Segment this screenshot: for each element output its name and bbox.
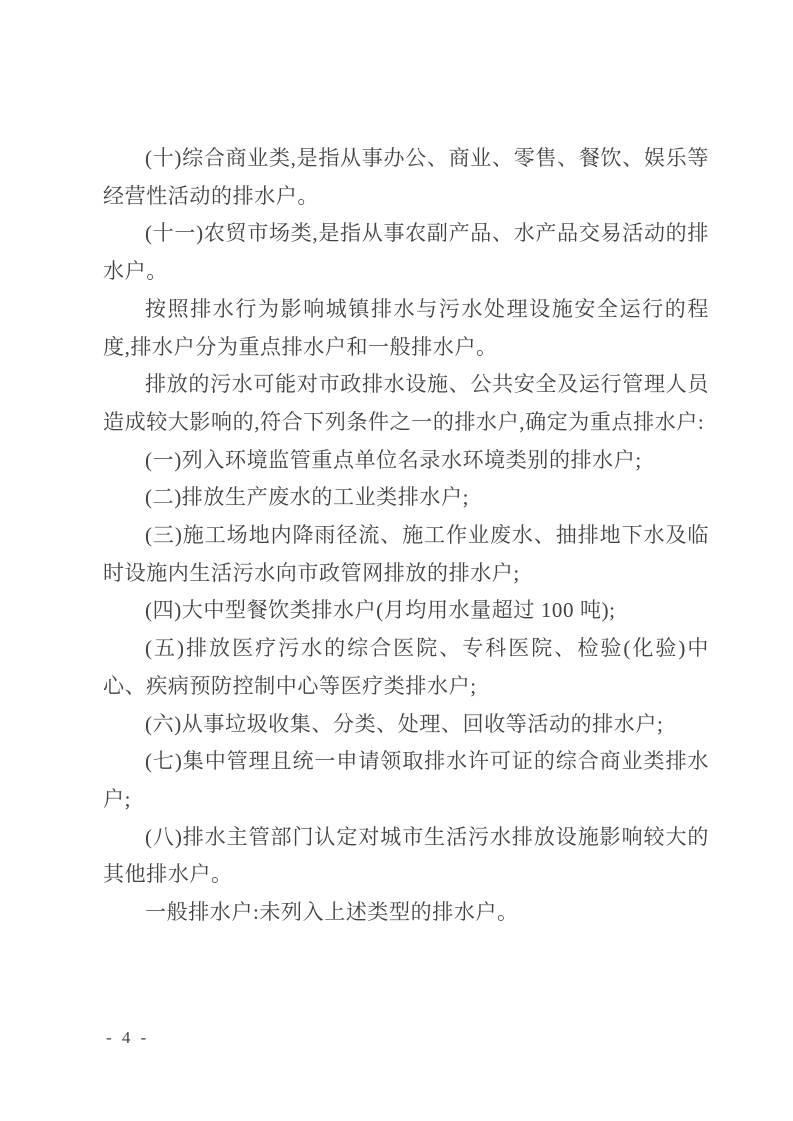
page-number: - 4 -	[106, 1028, 150, 1047]
paragraph: (一)列入环境监管重点单位名录水环境类别的排水户;	[145, 447, 642, 472]
paragraph: (七)集中管理且统一申请领取排水许可证的综合商业类排水户;	[103, 749, 709, 811]
document-body	[103, 140, 709, 932]
paragraph: 排放的污水可能对市政排水设施、公共安全及运行管理人员造成较大影响的,符合下列条件之一的排水户,确定为重点排水户:	[103, 372, 709, 434]
paragraph: (六)从事垃圾收集、分类、处理、回收等活动的排水户;	[145, 711, 664, 736]
paragraph: 一般排水户:未列入上述类型的排水户。	[145, 900, 519, 925]
paragraph: (五)排放医疗污水的综合医院、专科医院、检验(化验)中心、疾病预防控制中心等医疗类排水户;	[103, 636, 709, 698]
paragraph: (十一)农贸市场类,是指从事农副产品、水产品交易活动的排水户。	[103, 221, 709, 284]
paragraph: (十)综合商业类,是指从事办公、商业、零售、餐饮、娱乐等经营性活动的排水户。	[103, 146, 709, 208]
paragraph: (四)大中型餐饮类排水户(月均用水量超过 100 吨);	[145, 598, 616, 623]
paragraph: (八)排水主管部门认定对城市生活污水排放设施影响较大的其他排水户。	[103, 824, 709, 887]
paragraph: (二)排放生产废水的工业类排水户;	[145, 485, 470, 510]
paragraph: (三)施工场地内降雨径流、施工作业废水、抽排地下水及临时设施内生活污水向市政管网排放的排水户;	[103, 523, 709, 585]
paragraph: 按照排水行为影响城镇排水与污水处理设施安全运行的程度,排水户分为重点排水户和一般排水户。	[103, 296, 709, 359]
